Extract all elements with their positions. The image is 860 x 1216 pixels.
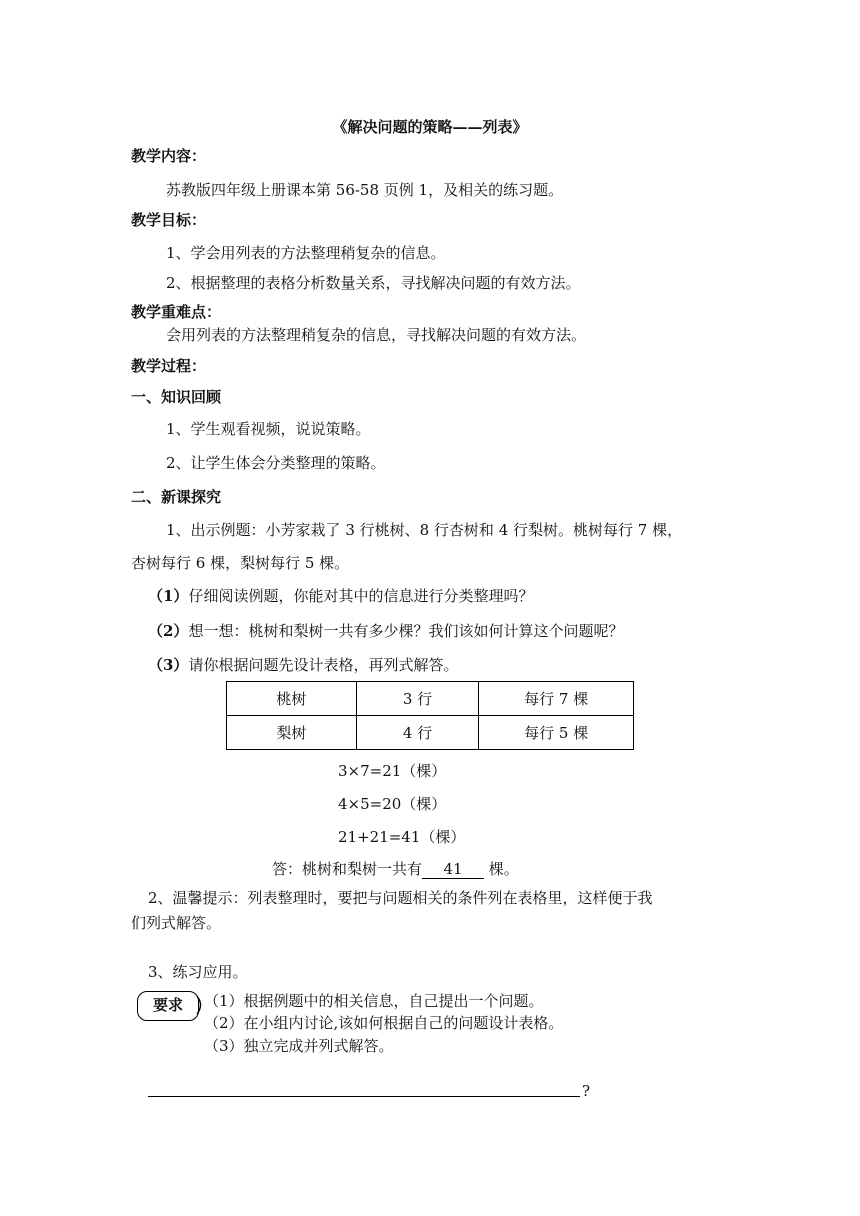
table-cell: 桃树 xyxy=(227,682,357,716)
part2-heading: 二、新课探究 xyxy=(131,488,222,506)
process-heading: 教学过程： xyxy=(131,357,207,375)
table-cell: 4 行 xyxy=(356,716,479,750)
part1-heading: 一、知识回顾 xyxy=(131,388,222,406)
question-mark: ? xyxy=(582,1082,591,1100)
content-text: 苏教版四年级上册课本第 56-58 页例 1，及相关的练习题。 xyxy=(166,181,564,199)
table-row xyxy=(227,716,634,750)
table-row xyxy=(227,682,634,716)
tip-line-2: 们列式解答。 xyxy=(131,914,222,932)
part1-item-2: 2、让学生体会分类整理的策略。 xyxy=(166,454,386,472)
calc-line-3: 21+21=41（棵） xyxy=(338,828,466,846)
requirement-3: （3）独立完成并列式解答。 xyxy=(204,1037,394,1055)
goals-heading: 教学目标： xyxy=(131,211,207,229)
requirement-2: （2）在小组内讨论,该如何根据自己的问题设计表格。 xyxy=(204,1014,564,1032)
step-1 xyxy=(148,586,533,606)
answer-blank: 41 xyxy=(422,860,484,879)
requirement-callout: 要求 xyxy=(137,991,199,1021)
step-3 xyxy=(148,655,458,675)
step-3-text: 请你根据问题先设计表格，再列式解答。 xyxy=(188,656,459,674)
info-table xyxy=(226,681,634,750)
example-line-2: 杏树每行 6 棵，梨树每行 5 棵。 xyxy=(131,554,350,572)
answer-line xyxy=(272,859,519,879)
step-2 xyxy=(148,621,623,641)
calc-line-2: 4×5=20（棵） xyxy=(338,795,447,813)
calc-line-1: 3×7=21（棵） xyxy=(338,762,447,780)
key-text: 会用列表的方法整理稍复杂的信息，寻找解决问题的有效方法。 xyxy=(166,326,587,344)
answer-suffix: 棵。 xyxy=(484,860,519,878)
answer-underline xyxy=(148,1096,580,1097)
content-heading: 教学内容： xyxy=(131,147,207,165)
step-1-number: （1） xyxy=(148,587,189,605)
step-3-number: （3） xyxy=(148,656,189,674)
tip-line-1: 2、温馨提示：列表整理时，要把与问题相关的条件列在表格里，这样便于我 xyxy=(148,889,653,907)
part1-item-1: 1、学生观看视频，说说策略。 xyxy=(166,420,371,438)
requirement-1: （1）根据例题中的相关信息，自己提出一个问题。 xyxy=(204,992,544,1010)
practice-heading: 3、练习应用。 xyxy=(148,963,248,981)
step-2-text: 想一想：桃树和梨树一共有多少棵？我们该如何计算这个问题呢？ xyxy=(188,622,624,640)
step-1-text: 仔细阅读例题，你能对其中的信息进行分类整理吗？ xyxy=(188,587,534,605)
example-line-1: 1、出示例题：小芳家栽了 3 行桃树、8 行杏树和 4 行梨树。桃树每行 7 棵， xyxy=(166,521,683,539)
goal-item-2: 2、根据整理的表格分析数量关系，寻找解决问题的有效方法。 xyxy=(166,274,581,292)
goal-item-1: 1、学会用列表的方法整理稍复杂的信息。 xyxy=(166,244,446,262)
answer-prefix: 答：桃树和梨树一共有 xyxy=(272,860,423,878)
table-cell: 每行 7 棵 xyxy=(479,682,634,716)
step-2-number: （2） xyxy=(148,622,189,640)
page-title: 《解决问题的策略——列表》 xyxy=(332,118,528,136)
table-cell: 每行 5 棵 xyxy=(479,716,634,750)
key-heading: 教学重难点： xyxy=(131,303,222,321)
table-cell: 梨树 xyxy=(227,716,357,750)
table-cell: 3 行 xyxy=(356,682,479,716)
